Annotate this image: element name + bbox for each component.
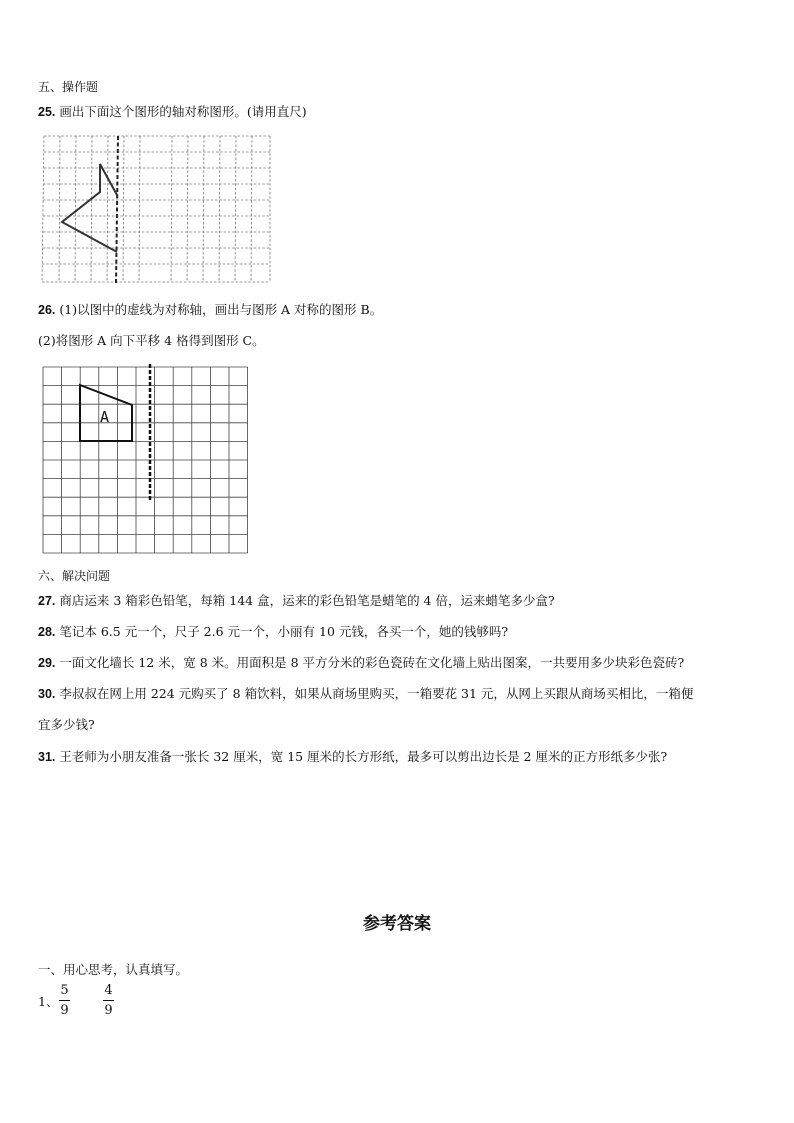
answer-fraction-2	[103, 983, 114, 1018]
solid-grid	[43, 367, 248, 553]
question-number: 27.	[38, 594, 56, 608]
section-title-operations: 五、操作题	[38, 80, 99, 94]
question-30	[38, 686, 693, 702]
question-text: 笔记本 6.5 元一个，尺子 2.6 元一个，小丽有 10 元钱，各买一个，她的钱够吗?	[59, 624, 509, 639]
question-text: 商店运来 3 箱彩色铅笔，每箱 144 盒，运来的彩色铅笔是蜡笔的 4 倍，运来蜡笔多少盒?	[59, 593, 555, 608]
question-number: 25.	[38, 105, 56, 119]
fraction-bar	[103, 1000, 114, 1001]
dashed-grid	[42, 136, 270, 282]
question-29	[38, 655, 684, 671]
question-text: (1)以图中的虚线为对称轴，画出与图形 A 对称的图形 B。	[59, 302, 383, 317]
question-28	[38, 624, 508, 640]
answers-section-1: 一、用心思考，认真填写。	[38, 962, 189, 977]
symmetry-grid-q25	[40, 134, 274, 286]
question-26-part2: (2)将图形 A 向下平移 4 格得到图形 C。	[38, 333, 265, 348]
question-number: 28.	[38, 625, 56, 639]
section-title-problems: 六、解决问题	[38, 569, 111, 583]
denominator: 9	[104, 1003, 113, 1018]
answer-fraction-1	[59, 983, 70, 1018]
question-27	[38, 593, 555, 609]
question-text: 一面文化墙长 12 米，宽 8 米。用面积是 8 平方分米的彩色瓷砖在文化墙上贴出图案，一共要用多少块彩色瓷砖?	[59, 655, 685, 670]
question-25	[38, 104, 307, 120]
question-31	[38, 749, 667, 765]
fraction-bar	[59, 1000, 70, 1001]
numerator: 4	[104, 983, 113, 998]
denominator: 9	[60, 1003, 69, 1018]
question-text: 画出下面这个图形的轴对称图形。(请用直尺)	[59, 104, 307, 119]
question-30-continued: 宜多少钱?	[38, 717, 95, 732]
question-number: 30.	[38, 687, 56, 701]
answer-1-number: 1、	[38, 994, 59, 1009]
answers-title: 参考答案	[363, 914, 431, 934]
question-number: 29.	[38, 656, 56, 670]
grid-q26	[40, 364, 262, 560]
question-text: 李叔叔在网上用 224 元购买了 8 箱饮料，如果从商场里购买，一箱要花 31 元，从网上买跟从商场买相比，一箱便	[59, 686, 694, 701]
question-26-part1	[38, 302, 382, 318]
shape-a-label: A	[100, 408, 110, 426]
question-number: 26.	[38, 303, 56, 317]
question-text: 王老师为小朋友准备一张长 32 厘米，宽 15 厘米的长方形纸，最多可以剪出边长是 2 厘米的正方形纸多少张?	[59, 749, 668, 764]
numerator: 5	[60, 983, 69, 998]
question-number: 31.	[38, 750, 56, 764]
given-figure	[62, 164, 117, 252]
symmetry-axis	[116, 136, 118, 284]
